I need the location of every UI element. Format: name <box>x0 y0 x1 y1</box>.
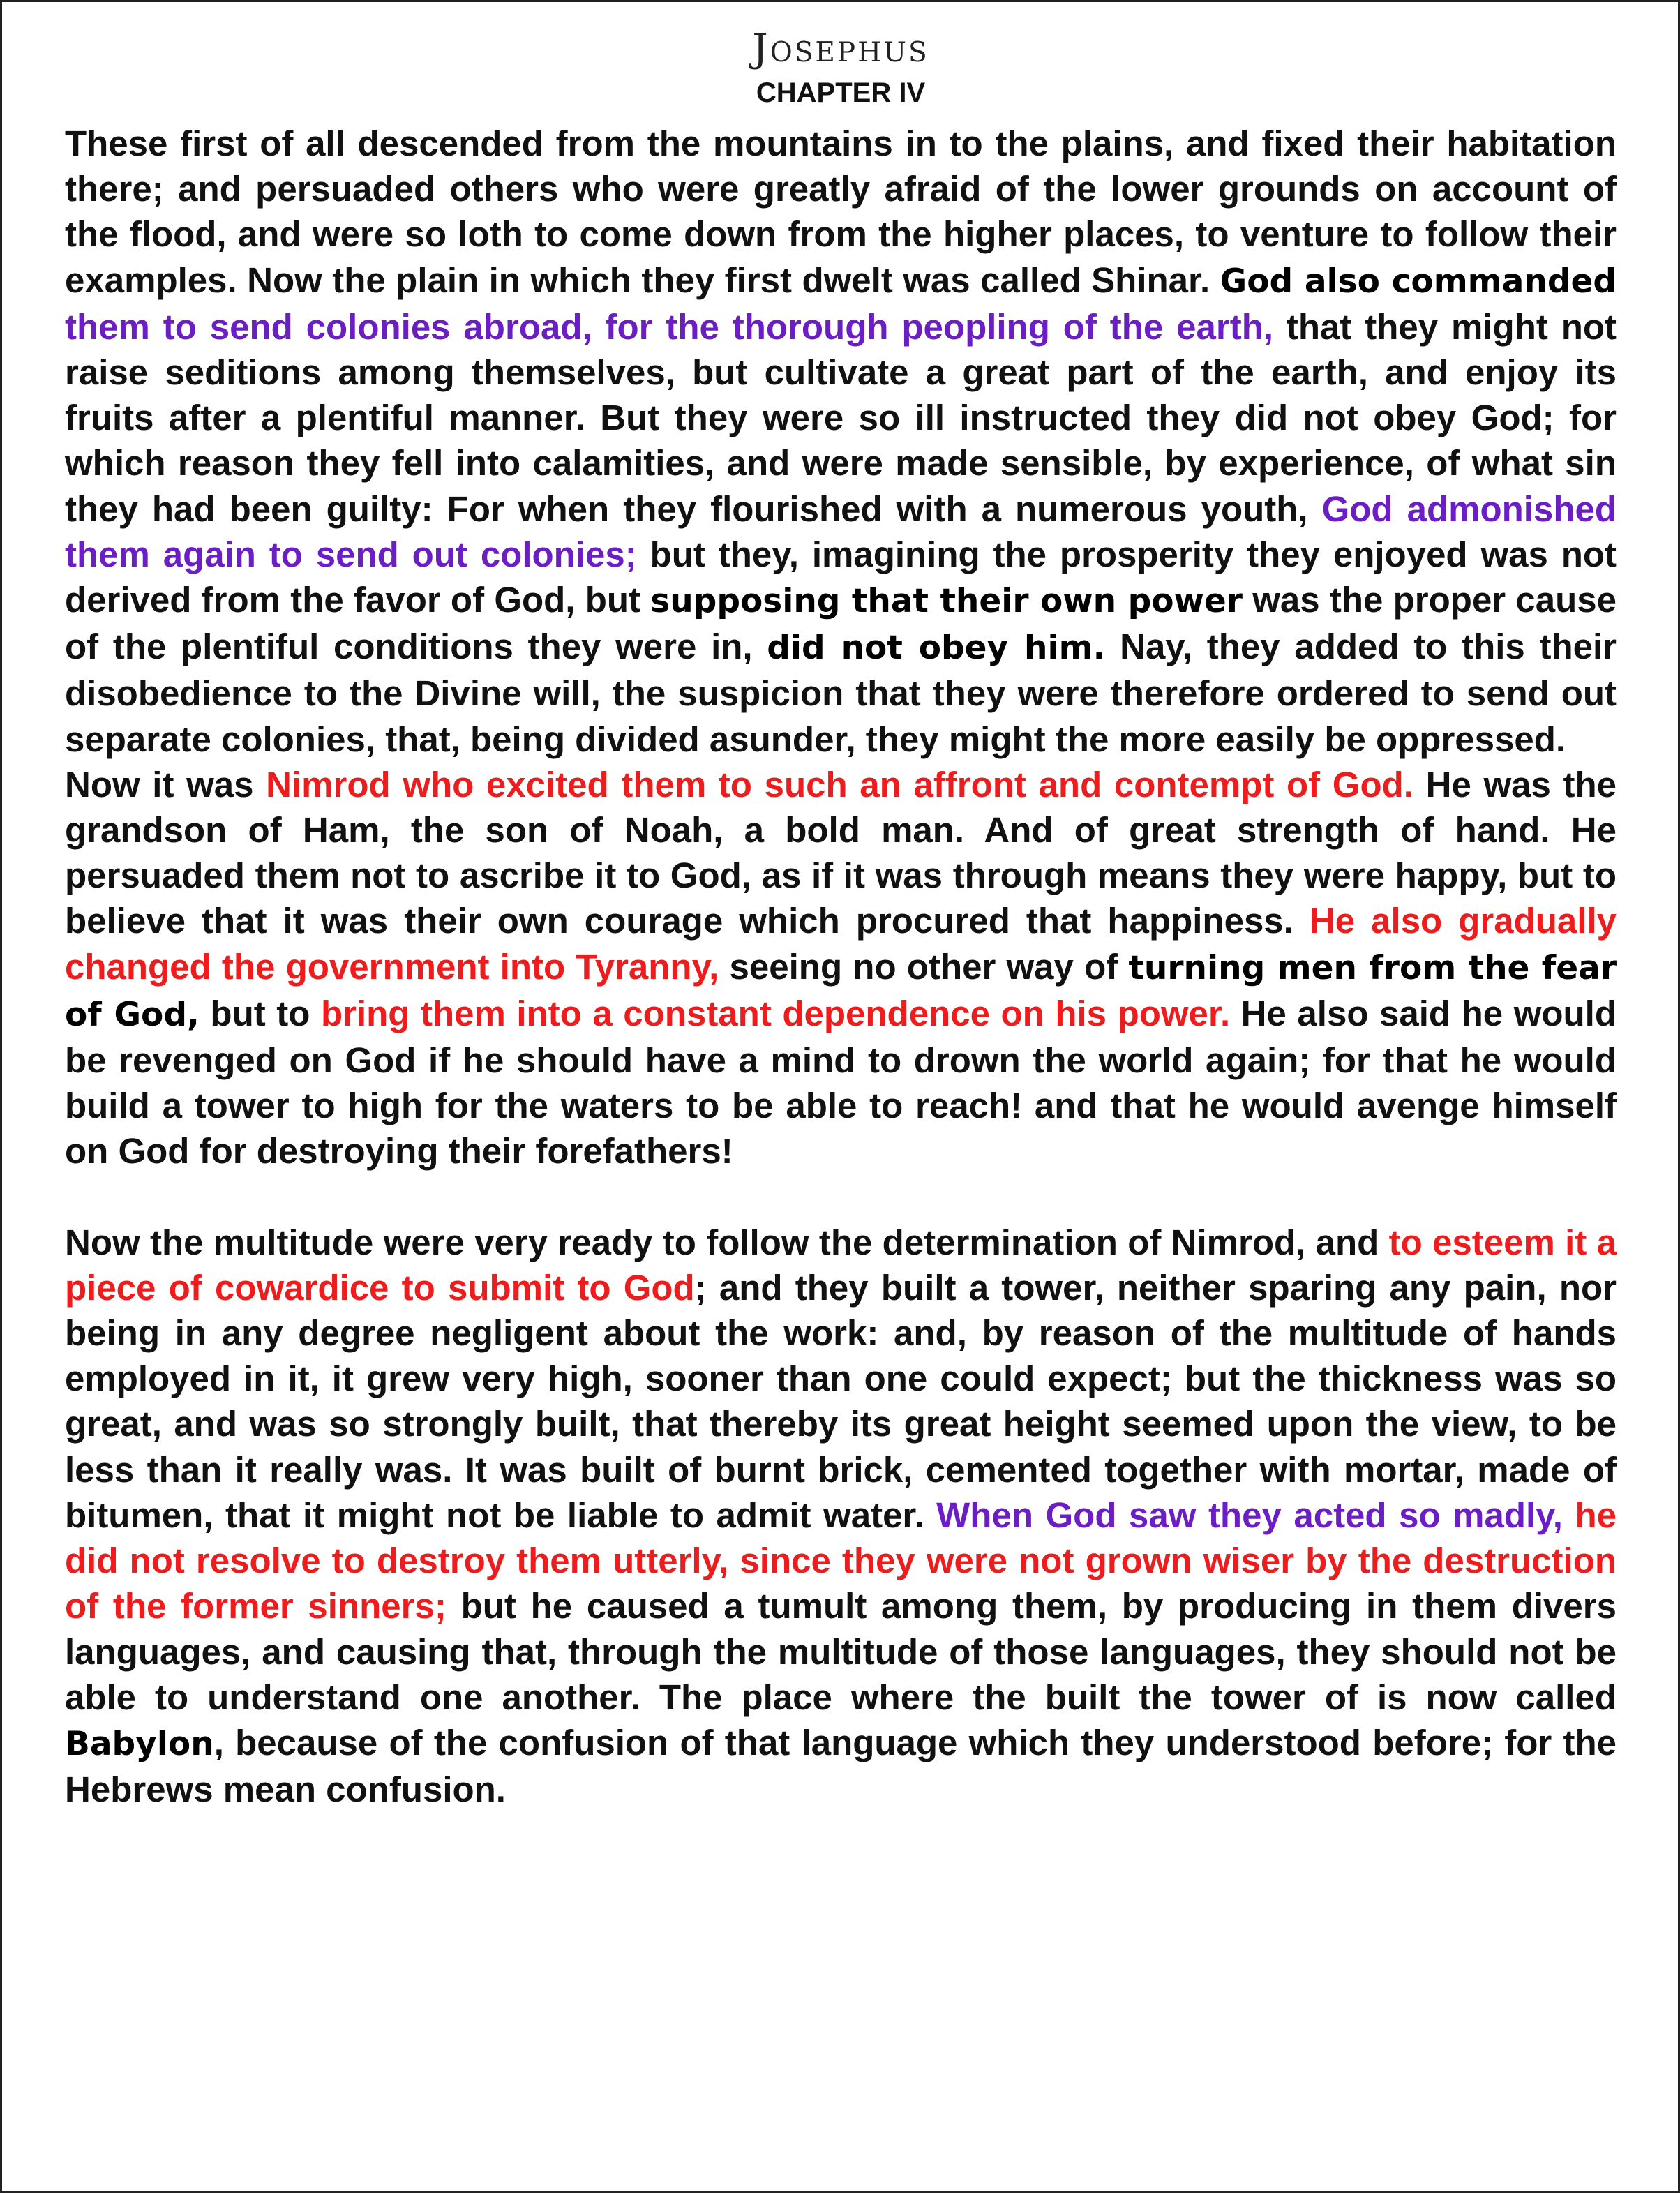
text-span: These first of all descended from the mountains in to the plains, and fixed their habitation there; and persuaded others who were greatly afraid of the lower grounds on account of the flood, and were so loth to come down from the higher places, to venture to follow their examples. Now the plain in which they first dwelt was called Shinar. <box>65 124 1617 300</box>
red-highlight-span: He also gradually changed the government into Tyranny, <box>65 901 1617 987</box>
paragraph-3 <box>65 1220 1617 1813</box>
red-highlight-span: Nimrod who excited them to such an affront and contempt of God. <box>266 764 1413 804</box>
chapter-heading: CHAPTER IV <box>756 77 926 108</box>
text-span: Nay, they added to this their disobedience to the Divine will, the suspicion that they were therefore ordered to send out separate colonies, that, being divided asunder, they might the more easily be oppressed. <box>65 627 1617 759</box>
purple-highlight-span: God admonished them again to send out colonies; <box>65 488 1617 574</box>
page-title: Josephus <box>752 26 929 71</box>
paragraph-1 <box>65 121 1617 762</box>
purple-highlight-span: them to send colonies abroad, for the thorough peopling of the earth, <box>65 306 1274 347</box>
emphasis-span: supposing that their own power <box>650 582 1243 621</box>
text-span: that they might not raise seditions among themselves, but cultivate a great part of the earth, and enjoy its fruits after a plentiful manner. But they were so ill instructed they did not obey God; for which reason they fell into calamities, and were made sensible, by experience, of what sin they had been guilty: For when they flourished with a numerous youth, <box>65 306 1617 529</box>
emphasis-span: turning men from the fear of God, <box>65 948 1617 1034</box>
text-span: , because of the confusion of that language which they understood before; for the Hebrews mean confusion. <box>65 1722 1617 1810</box>
text-span: Now it was <box>65 764 267 804</box>
text-span <box>1563 1495 1575 1535</box>
emphasis-span: Babylon <box>65 1724 214 1763</box>
purple-highlight-span: When God saw they acted so madly, <box>936 1495 1563 1535</box>
text-span: ; and they built a tower, neither sparing any pain, nor being in any degree negligent about the work: and, by reason of the multitude of hands employed in it, it grew very high, sooner than one could expect; but the thickness was so great, and was so strongly built, that thereby its great height seemed upon the view, to be less than it really was. It was built of burnt brick, cemented together with mortar, made of bitumen, that it might not be liable to admit water. <box>65 1267 1617 1535</box>
emphasis-span: did not obey him. <box>767 629 1106 668</box>
text-span: He was the grandson of Ham, the son of Noah, a bold man. And of great strength of hand. He persuaded them not to ascribe it to God, as if it was through means they were happy, but to believe that it was their own courage which procured that happiness. <box>65 764 1617 941</box>
emphasis-span: God also commanded <box>1220 262 1617 301</box>
text-span: He also said he would be revenged on God if he should have a mind to drown the world again; for that he would build a tower to high for the waters to be able to reach! and that he would avenge himself on God for destroying their forefathers! <box>65 993 1617 1172</box>
text-span: was the proper cause of the plentiful conditions they were in, <box>65 580 1617 667</box>
paragraph-2 <box>65 762 1617 1174</box>
red-highlight-span: bring them into a constant dependence on his power. <box>320 993 1231 1033</box>
text-span: but to <box>199 993 321 1033</box>
red-highlight-span: he did not resolve to destroy them utterly, since they were not grown wiser by the destruction of the former sinners; <box>65 1495 1617 1626</box>
text-span: but he caused a tumult among them, by producing in them divers languages, and causing that, through the multitude of those languages, they should not be able to understand one another. The place where the built the tower of is now called <box>65 1586 1617 1717</box>
text-span: Now the multitude were very ready to follow the determination of Nimrod, and <box>65 1222 1389 1262</box>
red-highlight-span: to esteem it a piece of cowardice to submit to God <box>65 1222 1617 1308</box>
text-span: seeing no other way of <box>719 946 1129 987</box>
text-span: but they, imagining the prosperity they enjoyed was not derived from the favor of God, but <box>65 534 1617 620</box>
